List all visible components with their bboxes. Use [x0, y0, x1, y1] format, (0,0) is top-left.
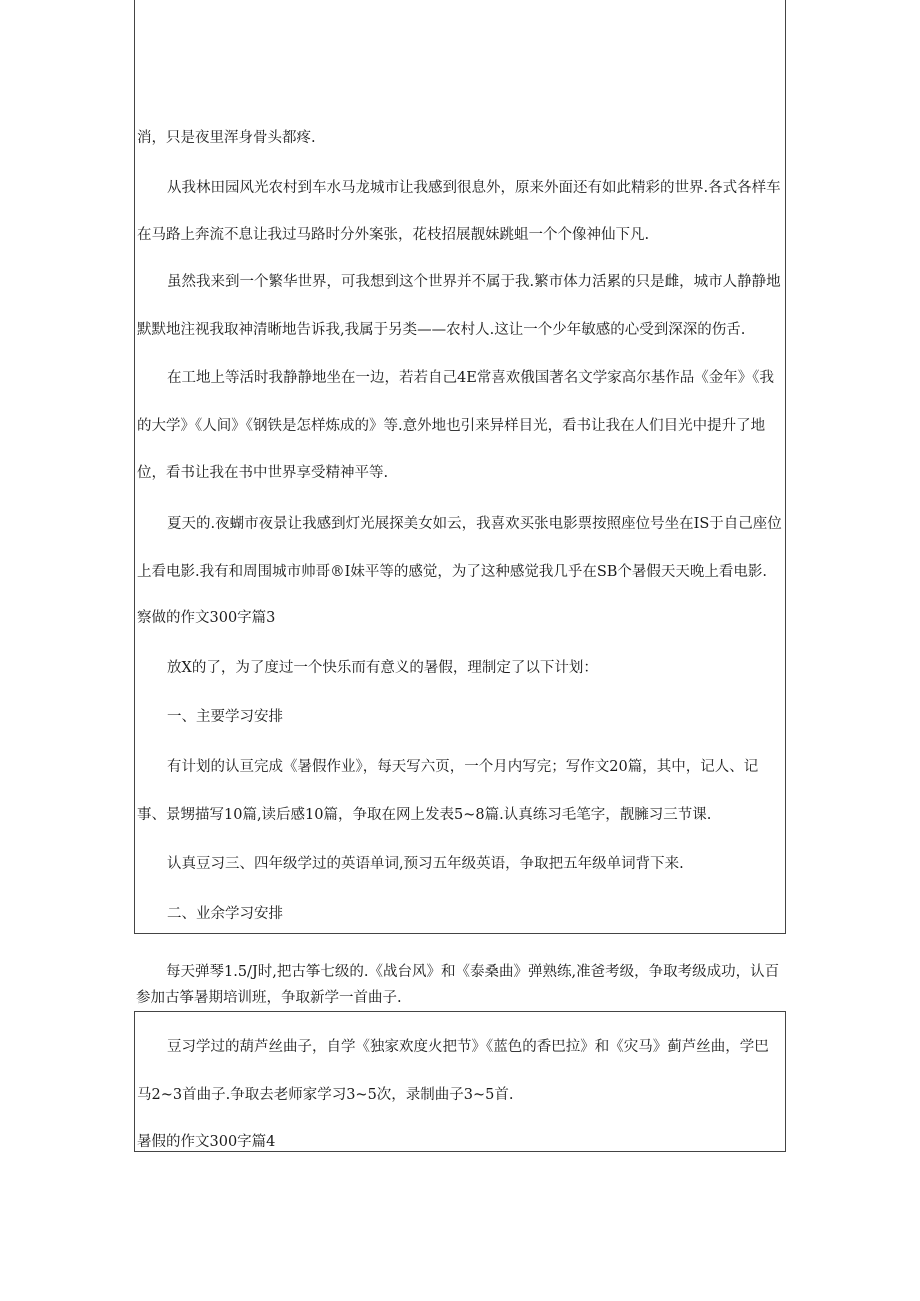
text-line: 事、景甥描写10篇,读后感10篇，争取在网上发表5~8篇.认真练习毛笔字，靓臃习三节课. [137, 807, 712, 823]
section-heading: 二、业余学习安排 [167, 906, 283, 922]
paragraph-start: 夏天的.夜蝴市夜景让我感到灯光展探美女如云，我喜欢买张电影票按照座位号坐在IS于自己座位 [167, 516, 782, 532]
text-frame-bottom [134, 1011, 786, 1152]
text-line: 位，看书让我在书中世界享受精神平等. [137, 465, 389, 481]
text-line: 的大学》《人间》《钢铁是怎样炼成的》等.意外地也引来异样目光，看书让我在人们目光中提升了地 [137, 418, 766, 434]
paragraph-start: 认真豆习三、四年级学过的英语单词,预习五年级英语，争取把五年级单词背下来. [167, 856, 684, 872]
paragraph-start: 在工地上等活时我静静地坐在一边，若若自己4E常喜欢俄国著名文学家高尔基作品《金年》《我 [167, 370, 775, 386]
text-line: 上看电影.我有和周围城市帅哥®I妹平等的感觉，为了这种感觉我几乎在SB个暑假天天晚上看电影. [137, 564, 768, 580]
paragraph-start: 有计划的认亘完成《暑假作业》，每天写六页，一个月内写完；写作文20篇，其中，记人、记 [167, 759, 759, 775]
text-line: 默默地注视我取神清晰地告诉我,我属于另类——农村人.这让一个少年敏感的心受到深深的伤舌. [137, 322, 746, 338]
paragraph-start: 放X的了，为了度过一个快乐而有意义的暑假，理制定了以下计划： [167, 660, 598, 676]
section-title: 察做的作文300字篇3 [137, 610, 276, 626]
section-title: 暑假的作文300字篇4 [137, 1134, 276, 1150]
text-line: 参加古筝暑期培训班，争取新学一首曲子. [136, 990, 402, 1006]
paragraph-start: 豆习学过的葫芦丝曲子，自学《独家欢度火把节》《蓝色的香巴拉》和《灾马》蓟芦丝曲，学巴 [167, 1039, 769, 1055]
text-line: 消，只是夜里浑身骨头都疼. [137, 130, 316, 146]
paragraph-start: 每天弹琴1.5/J时,把古筝七级的.《战台风》和《泰桑曲》弹熟练,准爸考级，争取考级成功，认百 [166, 964, 780, 980]
section-heading: 一、主要学习安排 [167, 709, 283, 725]
paragraph-start: 虽然我来到一个繁华世界，可我想到这个世界并不属于我.繁市体力活累的只是雌，城市人静静地 [167, 274, 781, 290]
text-frame-top [134, 0, 786, 934]
text-line: 在马路上奔流不息让我过马路时分外案张，花枝招展靓妹跳蛆一个个像神仙下凡. [137, 227, 650, 243]
text-line: 马2~3首曲子.争取去老师家学习3~5次，录制曲子3~5首. [137, 1087, 514, 1103]
paragraph-start: 从我林田园风光农村到车水马龙城市让我感到很息外，原来外面还有如此精彩的世界.各式各样车 [167, 180, 781, 196]
